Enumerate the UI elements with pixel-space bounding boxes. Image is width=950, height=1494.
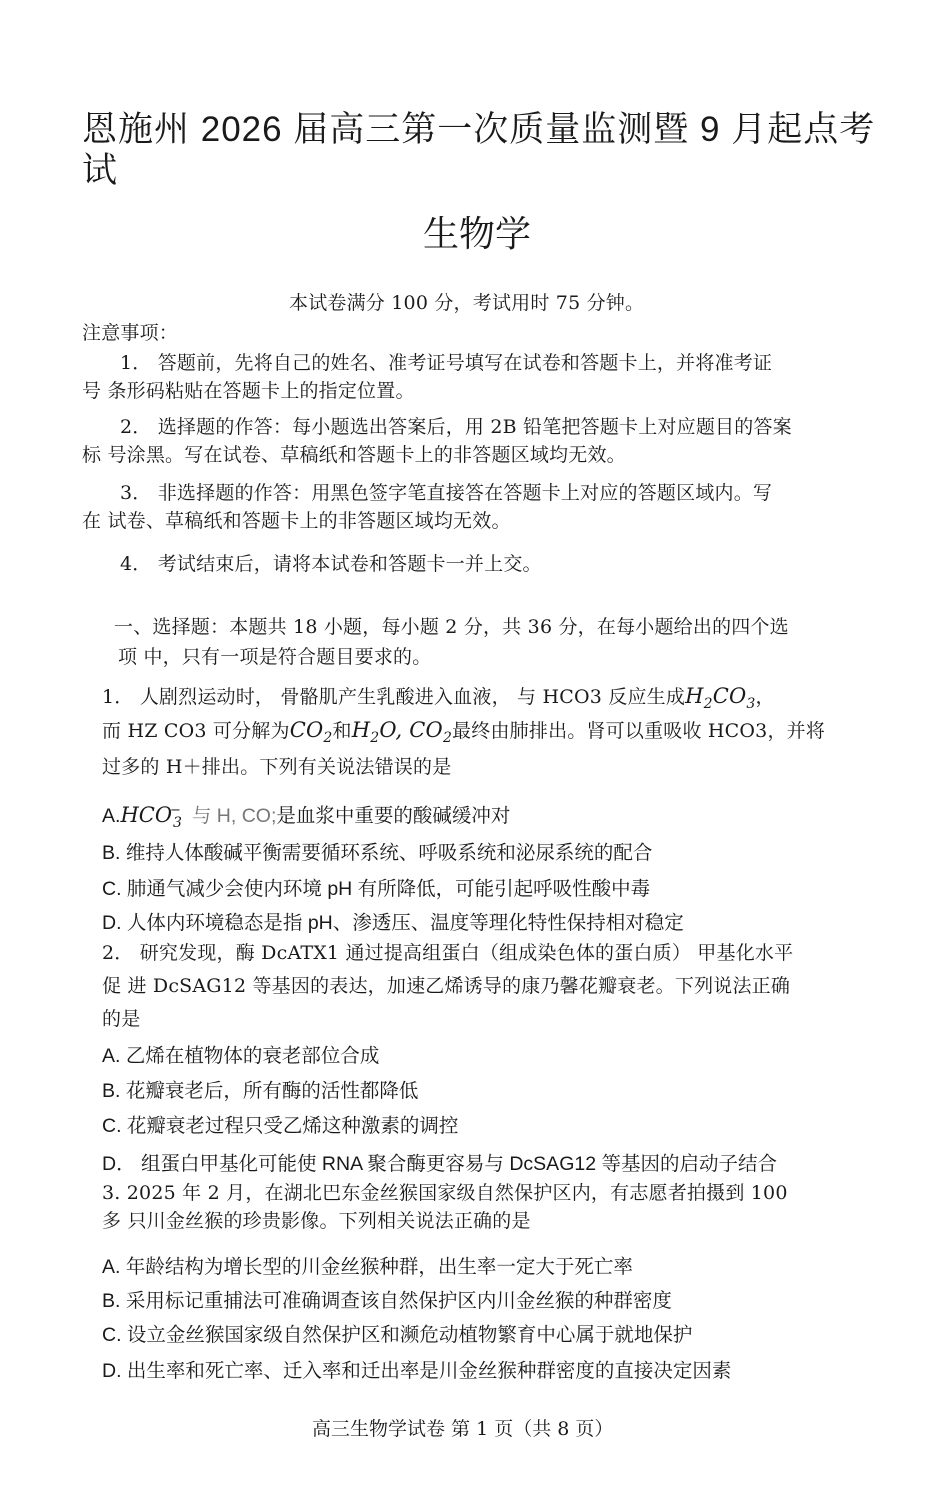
- hco3-minus-formula: $HCO^-_3$: [120, 803, 182, 832]
- q1-option-c: C. 肺通气减少会使内环境 pH 有所降低，可能引起呼吸性酸中毒: [102, 878, 651, 900]
- q1-option-b: B. 维持人体酸碱平衡需要循环系统、呼吸系统和泌尿系统的配合: [102, 842, 653, 864]
- q2-stem-line3: 的是: [102, 1008, 141, 1030]
- notice-3-line1: 3． 非选择题的作答：用黑色签字笔直接答在答题卡上对应的答题区域内。写: [120, 482, 773, 504]
- h2co3-formula: $H_2CO_3$: [685, 684, 756, 713]
- q3-option-b: B. 采用标记重捕法可准确调查该自然保护区内川金丝猴的种群密度: [102, 1290, 672, 1312]
- exam-title-line2: 试: [82, 151, 119, 190]
- q1-option-a: $A.HCO^-_3$ 与 H, CO;是血浆中重要的酸碱缓冲对: [102, 803, 511, 832]
- q1-stem-line1: 1． 人剧烈运动时， 骨骼肌产生乳酸进入血液， 与 HCO3 反应生成$H_2CO_3$，: [102, 684, 775, 713]
- notice-2-line2: 标 号涂黑。写在试卷、草稿纸和答题卡上的非答题区域均无效。: [82, 444, 626, 466]
- section-1-heading-line1: 一、选择题：本题共 18 小题，每小题 2 分，共 36 分，在每小题给出的四个选: [114, 616, 789, 638]
- score-time-note: 本试卷满分 100 分，考试用时 75 分钟。: [289, 292, 645, 314]
- notice-4: 4． 考试结束后，请将本试卷和答题卡一并上交。: [120, 553, 542, 575]
- exam-title-line1: 恩施州 2026 届高三第一次质量监测暨 9 月起点考: [82, 110, 876, 149]
- q3-stem-line2: 多 只川金丝猴的珍贵影像。下列相关说法正确的是: [102, 1210, 531, 1232]
- co2-formula: $CO_2$: [289, 718, 333, 747]
- q2-option-b: B. 花瓣衰老后，所有酶的活性都降低: [102, 1080, 419, 1102]
- page-footer: 高三生物学试卷 第 1 页（共 8 页）: [312, 1418, 614, 1440]
- h2o-co2-formula: $H_2O$, $CO_2$: [351, 718, 453, 747]
- q3-option-c: C. 设立金丝猴国家级自然保护区和濒危动植物繁育中心属于就地保护: [102, 1324, 693, 1346]
- q2-option-a: A. 乙烯在植物体的衰老部位合成: [102, 1045, 380, 1067]
- q2-option-d: D． 组蛋白甲基化可能使 RNA 聚合酶更容易与 DcSAG12 等基因的启动子结合: [102, 1153, 777, 1175]
- section-1-heading-line2: 项 中，只有一项是符合题目要求的。: [118, 646, 432, 668]
- q1-option-d: D. 人体内环境稳态是指 pH、渗透压、温度等理化特性保持相对稳定: [102, 912, 684, 934]
- q2-stem-line2: 促 进 DcSAG12 等基因的表达，加速乙烯诱导的康乃馨花瓣衰老。下列说法正确: [102, 975, 791, 997]
- q1-stem-text: 1． 人剧烈运动时， 骨骼肌产生乳酸进入血液， 与 HCO3 反应生成: [102, 686, 686, 708]
- subject-title: 生物学: [423, 214, 532, 255]
- q3-option-a: A. 年龄结构为增长型的川金丝猴种群，出生率一定大于死亡率: [102, 1256, 633, 1278]
- q3-option-d: D. 出生率和死亡率、迁入率和迁出率是川金丝猴种群密度的直接决定因素: [102, 1360, 732, 1382]
- notice-1-line2: 号 条形码粘贴在答题卡上的指定位置。: [82, 380, 415, 402]
- notice-heading: 注意事项：: [82, 322, 179, 344]
- q1-stem-line3: 过多的 H＋排出。下列有关说法错误的是: [102, 756, 452, 778]
- q1-stem-line2: 而 HZ CO3 可分解为$CO_2$和$H_2O$, $CO_2$最终由肺排出。肾可以重吸收 HCO3，并将: [102, 718, 826, 747]
- notice-2-line1: 2． 选择题的作答：每小题选出答案后，用 2B 铅笔把答题卡上对应题目的答案: [120, 416, 792, 438]
- notice-3-line2: 在 试卷、草稿纸和答题卡上的非答题区域均无效。: [82, 510, 511, 532]
- q3-stem-line1: 3. 2025 年 2 月，在湖北巴东金丝猴国家级自然保护区内，有志愿者拍摄到 100: [102, 1182, 788, 1204]
- q2-option-c: C. 花瓣衰老过程只受乙烯这种激素的调控: [102, 1115, 459, 1137]
- q2-stem-line1: 2． 研究发现，酶 DcATX1 通过提高组蛋白（组成染色体的蛋白质） 甲基化水平: [102, 942, 794, 964]
- notice-1-line1: 1． 答题前，先将自己的姓名、准考证号填写在试卷和答题卡上，并将准考证: [120, 352, 773, 374]
